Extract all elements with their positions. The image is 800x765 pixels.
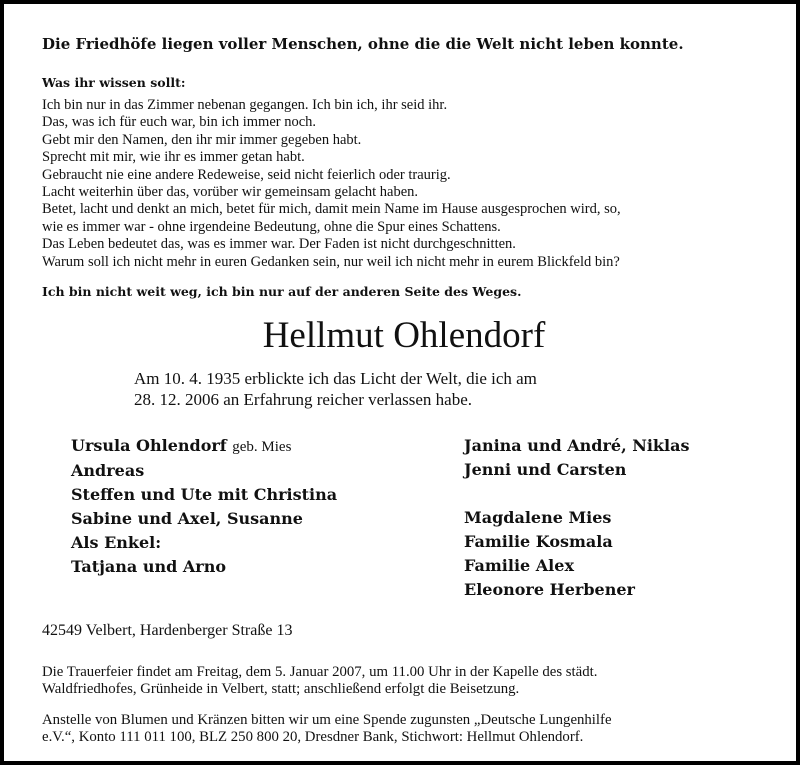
mourners-right: [464, 434, 689, 602]
mourner: Steffen und Ute mit Christina: [71, 485, 338, 504]
donation-info: [42, 712, 612, 746]
mourner-name: Ursula Ohlendorf: [71, 436, 227, 455]
poem-line: wie es immer war - ohne irgendeine Bedeutung, ohne die Spur eines Schattens.: [42, 218, 501, 235]
donation-line: e.V.“, Konto 111 011 100, BLZ 250 800 20, Dresdner Bank, Stichwort: Hellmut Ohlendorf.: [42, 729, 584, 745]
life-line: 28. 12. 2006 an Erfahrung reicher verlassen habe.: [134, 390, 472, 409]
poem-line: Sprecht mit mir, wie ihr es immer getan habt.: [42, 149, 305, 166]
funeral-line: Die Trauerfeier findet am Freitag, dem 5. Januar 2007, um 11.00 Uhr in der Kapelle des städt.: [42, 664, 598, 680]
poem-line: Betet, lacht und denkt an mich, betet für mich, damit mein Name im Hause ausgesprochen wird, so,: [42, 201, 621, 218]
poem-line: Warum soll ich nicht mehr in euren Gedanken sein, nur weil ich nicht mehr in eurem Blickfeld bin?: [42, 253, 620, 270]
mourners-left: [71, 434, 337, 579]
mourner-spacer: [464, 482, 689, 506]
mourner: [71, 434, 337, 459]
poem-line: Das Leben bedeutet das, was es immer war. Der Faden ist nicht durchgeschnitten.: [42, 236, 516, 253]
donation-line: Anstelle von Blumen und Kränzen bitten wir um eine Spende zugunsten „Deutsche Lungenhilfe: [42, 712, 612, 728]
poem-line: Lacht weiterhin über das, vorüber wir gemeinsam gelacht haben.: [42, 184, 419, 201]
poem-line: Das, was ich für euch war, bin ich immer noch.: [42, 114, 317, 131]
mourner: Als Enkel:: [71, 533, 162, 552]
motto: Die Friedhöfe liegen voller Menschen, ohne die die Welt nicht leben konnte.: [42, 35, 684, 53]
mourner: Familie Alex: [464, 556, 574, 575]
poem-line: Gebraucht nie eine andere Redeweise, seid nicht feierlich oder traurig.: [42, 166, 451, 183]
mourner: Eleonore Herbener: [464, 580, 635, 599]
funeral-line: Waldfriedhofes, Grünheide in Velbert, statt; anschließend erfolgt die Beisetzung.: [42, 681, 520, 697]
life-statement: [134, 368, 537, 410]
life-line: Am 10. 4. 1935 erblickte ich das Licht der Welt, die ich am: [134, 369, 537, 388]
poem-closing: Ich bin nicht weit weg, ich bin nur auf der anderen Seite des Weges.: [42, 284, 522, 299]
maiden-name: geb. Mies: [232, 439, 292, 455]
mourner: Sabine und Axel, Susanne: [71, 509, 303, 528]
funeral-info: [42, 664, 597, 698]
poem: [42, 97, 621, 271]
poem-line: Ich bin nur in das Zimmer nebenan gegangen. Ich bin ich, ihr seid ihr.: [42, 97, 448, 113]
mourner: Jenni und Carsten: [464, 460, 627, 479]
mourner: Familie Kosmala: [464, 532, 613, 551]
mourner: Janina und André, Niklas: [464, 436, 690, 455]
deceased-name: Hellmut Ohlendorf: [262, 315, 546, 356]
mourner: Magdalene Mies: [464, 508, 612, 527]
poem-heading: Was ihr wissen sollt:: [42, 75, 186, 90]
mourner: Tatjana und Arno: [71, 557, 227, 576]
address: 42549 Velbert, Hardenberger Straße 13: [42, 622, 293, 639]
poem-line: Gebt mir den Namen, den ihr mir immer gegeben habt.: [42, 131, 362, 148]
mourner: Andreas: [71, 461, 145, 480]
